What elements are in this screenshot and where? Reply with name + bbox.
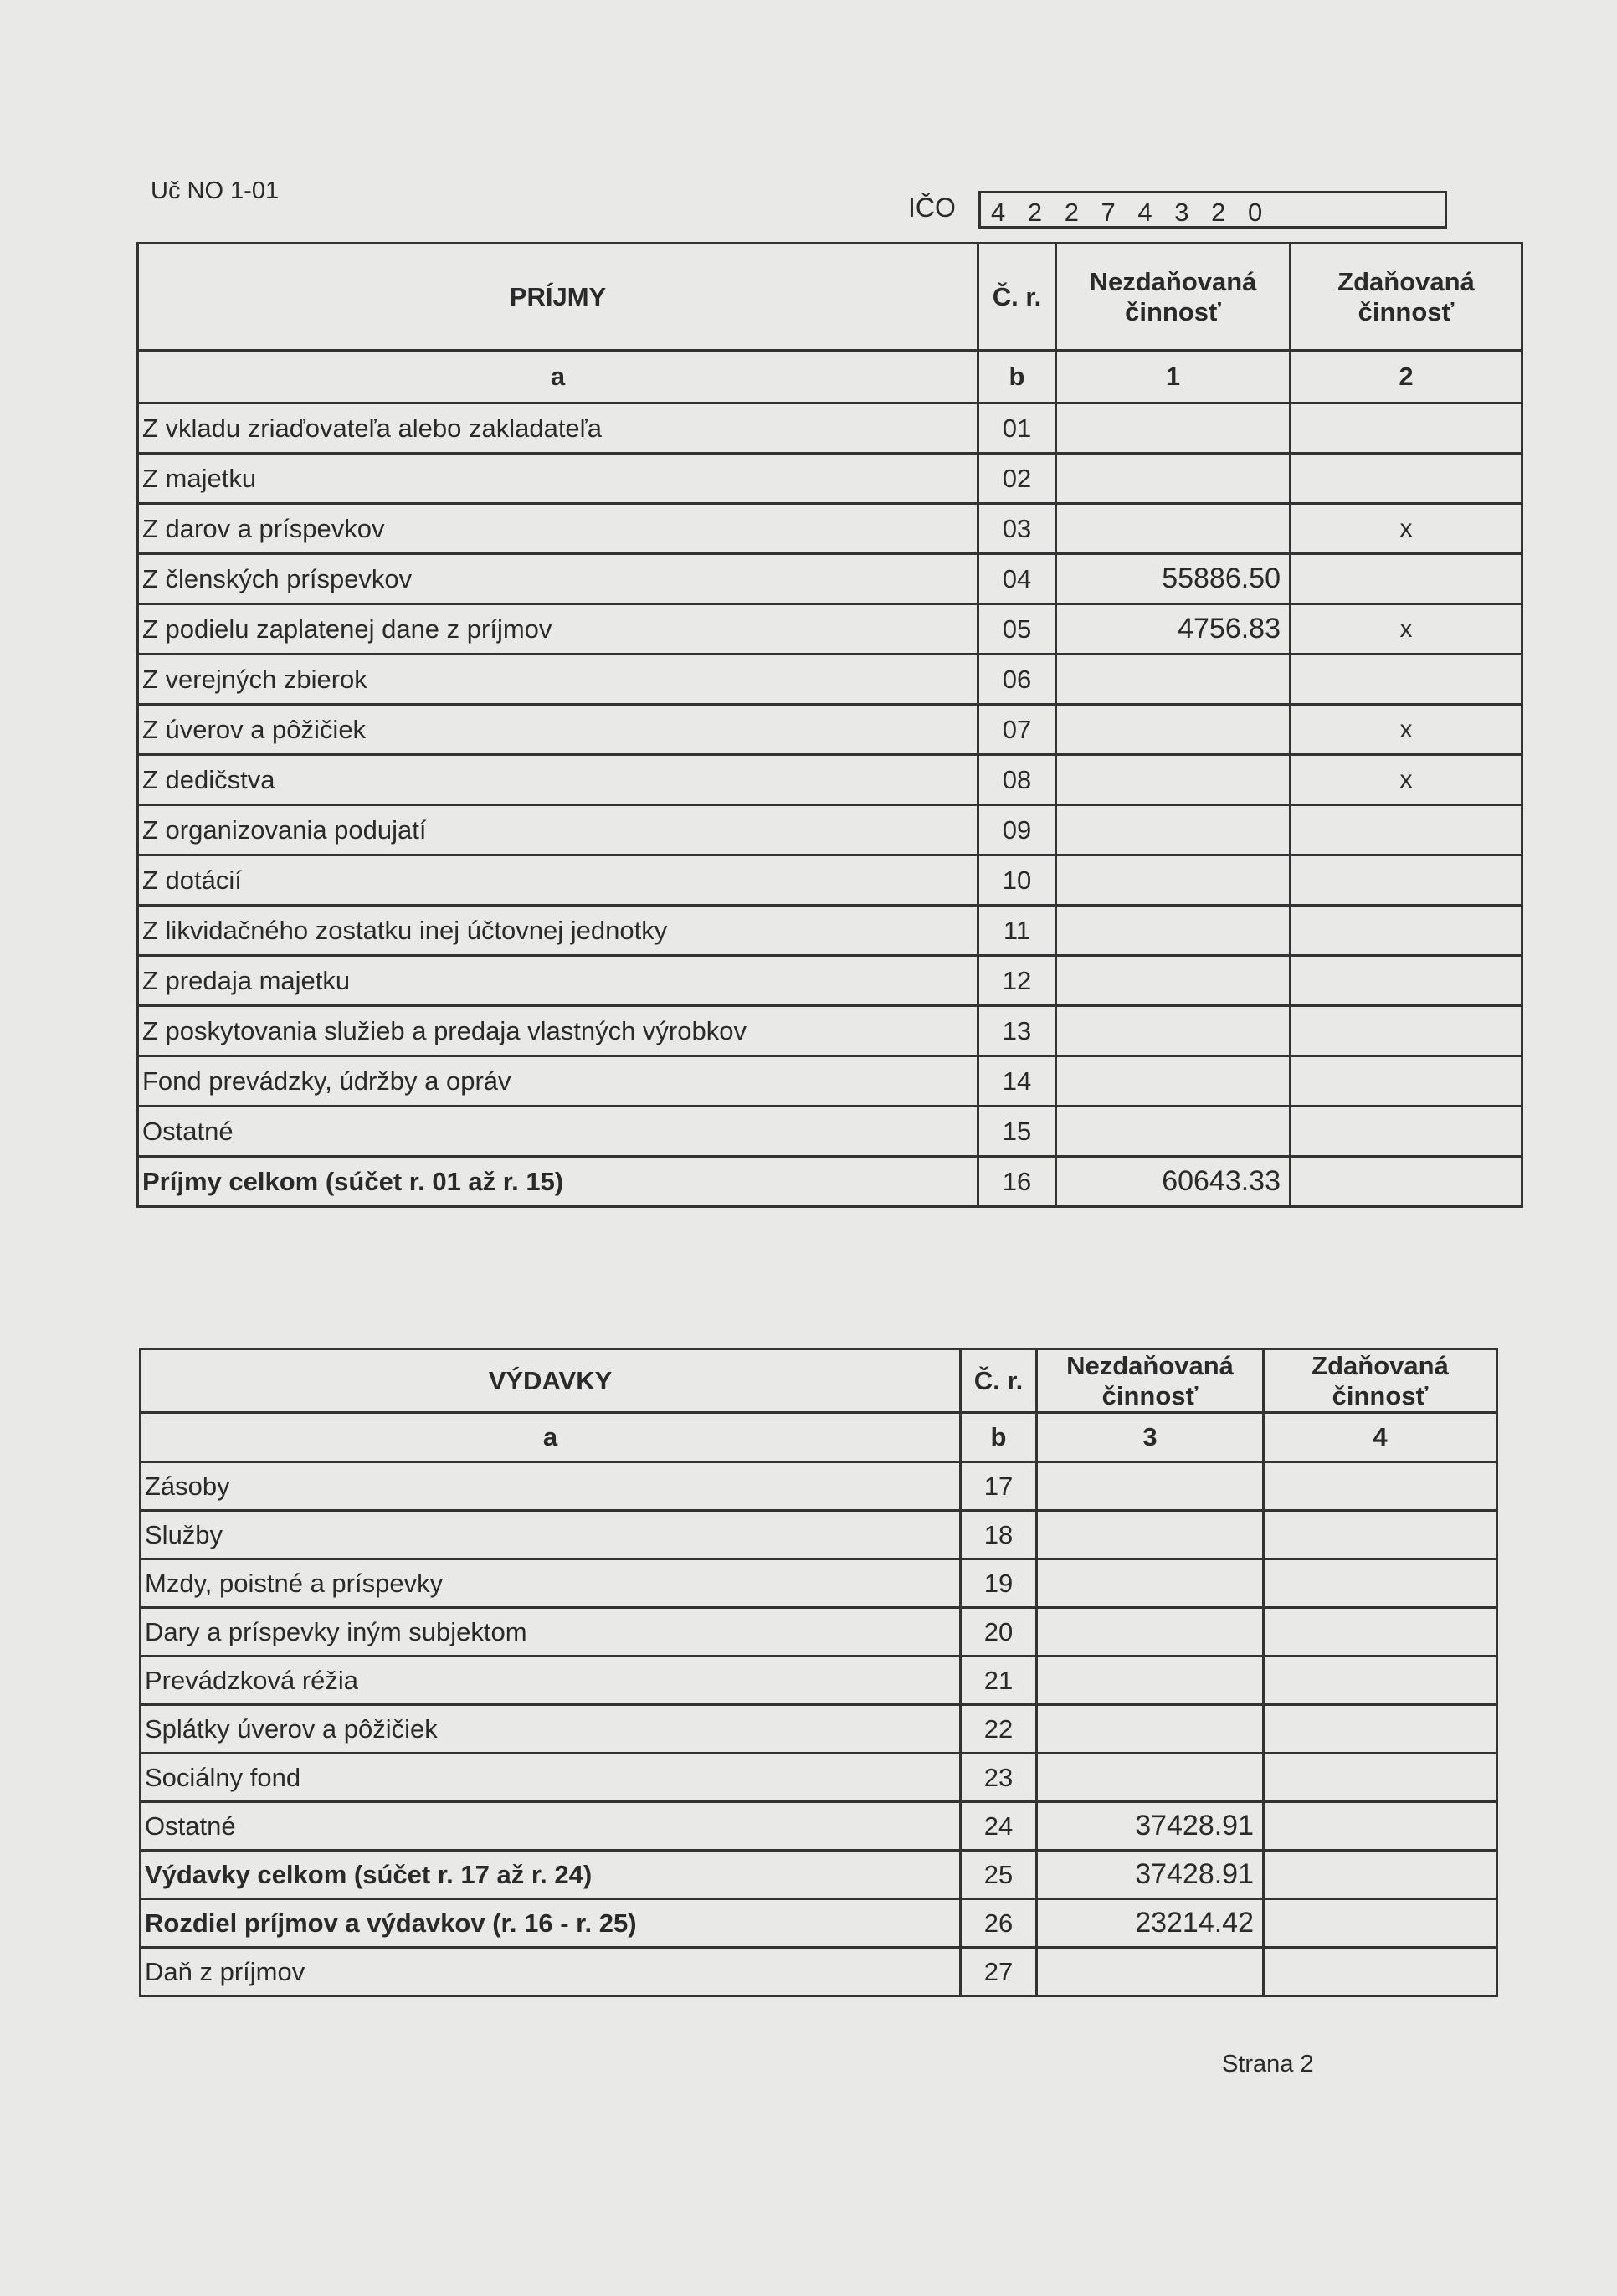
expenses-table: [139, 1348, 1498, 1997]
form-code: Uč NO 1-01: [151, 177, 280, 204]
row-number: 08: [978, 755, 1056, 805]
row-number: 18: [961, 1511, 1037, 1559]
untaxed-value: 60643.33: [1056, 1157, 1291, 1207]
untaxed-value: 23214.42: [1037, 1899, 1264, 1948]
row-number: 04: [978, 554, 1056, 604]
table-row: [138, 403, 1522, 454]
taxed-value: [1291, 655, 1522, 705]
ico-field: 4 2 2 7 4 3 2 0: [978, 191, 1447, 229]
taxed-value: [1291, 554, 1522, 604]
table-row: [141, 1802, 1497, 1851]
untaxed-header: Nezdaňovaná činnosť: [1037, 1349, 1264, 1413]
table-row: [138, 805, 1522, 855]
untaxed-value: [1056, 1006, 1291, 1056]
taxed-value: x: [1291, 755, 1522, 805]
table-row: [141, 1559, 1497, 1608]
untaxed-value: 37428.91: [1037, 1851, 1264, 1899]
taxed-value: [1264, 1559, 1497, 1608]
ico-label: IČO: [908, 193, 956, 223]
table-row: [138, 504, 1522, 554]
untaxed-value: [1056, 1107, 1291, 1157]
row-label: Z členských príspevkov: [138, 554, 978, 604]
row-label: Z likvidačného zostatku inej účtovnej jednotky: [138, 906, 978, 956]
table-row: [141, 1608, 1497, 1657]
row-label: Z dedičstva: [138, 755, 978, 805]
row-number: 15: [978, 1107, 1056, 1157]
taxed-value: [1291, 906, 1522, 956]
row-number: 26: [961, 1899, 1037, 1948]
table-row: [141, 1462, 1497, 1511]
row-label: Sociálny fond: [141, 1754, 961, 1802]
col-a: a: [138, 351, 978, 403]
row-label: Služby: [141, 1511, 961, 1559]
taxed-value: [1291, 1107, 1522, 1157]
table-row: [141, 1899, 1497, 1948]
table-row: [141, 1851, 1497, 1899]
row-label: Zásoby: [141, 1462, 961, 1511]
untaxed-value: [1056, 906, 1291, 956]
row-label: Rozdiel príjmov a výdavkov (r. 16 - r. 25): [141, 1899, 961, 1948]
row-label: Z predaja majetku: [138, 956, 978, 1006]
row-label: Fond prevádzky, údržby a opráv: [138, 1056, 978, 1107]
row-number: 22: [961, 1705, 1037, 1754]
row-label: Dary a príspevky iným subjektom: [141, 1608, 961, 1657]
col-a: a: [141, 1413, 961, 1462]
untaxed-value: [1037, 1559, 1264, 1608]
taxed-value: [1291, 1006, 1522, 1056]
taxed-value: [1291, 1056, 1522, 1107]
col-3: 3: [1037, 1413, 1264, 1462]
taxed-value: x: [1291, 604, 1522, 655]
table-row: [138, 1107, 1522, 1157]
untaxed-value: 55886.50: [1056, 554, 1291, 604]
table-row: [141, 1705, 1497, 1754]
table-row: [138, 755, 1522, 805]
row-number: 24: [961, 1802, 1037, 1851]
untaxed-value: [1056, 755, 1291, 805]
page-number: Strana 2: [1222, 2051, 1314, 2078]
row-number: 19: [961, 1559, 1037, 1608]
taxed-value: [1291, 855, 1522, 906]
untaxed-value: [1056, 1056, 1291, 1107]
row-label: Mzdy, poistné a príspevky: [141, 1559, 961, 1608]
col-1: 1: [1056, 351, 1291, 403]
row-number: 01: [978, 403, 1056, 454]
taxed-value: [1264, 1705, 1497, 1754]
row-number: 21: [961, 1657, 1037, 1705]
row-number: 25: [961, 1851, 1037, 1899]
untaxed-value: [1056, 705, 1291, 755]
taxed-value: [1291, 454, 1522, 504]
row-label: Z poskytovania služieb a predaja vlastných výrobkov: [138, 1006, 978, 1056]
row-label: Splátky úverov a pôžičiek: [141, 1705, 961, 1754]
table-row: [138, 655, 1522, 705]
table-row: [138, 855, 1522, 906]
row-number: 05: [978, 604, 1056, 655]
untaxed-header: Nezdaňovaná činnosť: [1056, 244, 1291, 351]
taxed-value: [1264, 1754, 1497, 1802]
taxed-value: [1264, 1948, 1497, 1996]
row-label: Z dotácií: [138, 855, 978, 906]
row-label: Ostatné: [138, 1107, 978, 1157]
row-number: 10: [978, 855, 1056, 906]
row-number: 06: [978, 655, 1056, 705]
taxed-header: Zdaňovaná činnosť: [1264, 1349, 1497, 1413]
row-number: 20: [961, 1608, 1037, 1657]
row-label: Z majetku: [138, 454, 978, 504]
untaxed-value: [1056, 655, 1291, 705]
untaxed-value: [1037, 1657, 1264, 1705]
taxed-value: [1264, 1802, 1497, 1851]
untaxed-value: [1037, 1705, 1264, 1754]
table-row: [138, 1157, 1522, 1207]
table-row: [138, 454, 1522, 504]
taxed-value: [1291, 1157, 1522, 1207]
row-number-header: Č. r.: [978, 244, 1056, 351]
untaxed-value: [1037, 1462, 1264, 1511]
row-label: Z organizovania podujatí: [138, 805, 978, 855]
row-number: 11: [978, 906, 1056, 956]
row-number: 09: [978, 805, 1056, 855]
row-label: Príjmy celkom (súčet r. 01 až r. 15): [138, 1157, 978, 1207]
income-table: [136, 242, 1523, 1208]
table-row: [141, 1948, 1497, 1996]
expenses-title: VÝDAVKY: [141, 1349, 961, 1413]
row-label: Z darov a príspevkov: [138, 504, 978, 554]
untaxed-value: [1037, 1754, 1264, 1802]
row-number: 13: [978, 1006, 1056, 1056]
untaxed-value: [1037, 1608, 1264, 1657]
untaxed-value: 4756.83: [1056, 604, 1291, 655]
untaxed-value: [1056, 805, 1291, 855]
taxed-value: x: [1291, 705, 1522, 755]
taxed-value: [1264, 1899, 1497, 1948]
row-label: Prevádzková réžia: [141, 1657, 961, 1705]
table-row: [138, 906, 1522, 956]
untaxed-value: 37428.91: [1037, 1802, 1264, 1851]
row-number: 07: [978, 705, 1056, 755]
row-label: Ostatné: [141, 1802, 961, 1851]
row-number: 12: [978, 956, 1056, 1006]
row-number: 17: [961, 1462, 1037, 1511]
untaxed-value: [1056, 454, 1291, 504]
taxed-value: [1264, 1657, 1497, 1705]
taxed-value: [1291, 403, 1522, 454]
row-number-header: Č. r.: [961, 1349, 1037, 1413]
row-label: Z podielu zaplatenej dane z príjmov: [138, 604, 978, 655]
untaxed-value: [1056, 403, 1291, 454]
taxed-value: [1291, 805, 1522, 855]
table-row: [138, 1006, 1522, 1056]
taxed-value: x: [1291, 504, 1522, 554]
taxed-value: [1264, 1608, 1497, 1657]
col-2: 2: [1291, 351, 1522, 403]
table-row: [138, 705, 1522, 755]
taxed-value: [1264, 1511, 1497, 1559]
row-label: Daň z príjmov: [141, 1948, 961, 1996]
row-label: Z vkladu zriaďovateľa alebo zakladateľa: [138, 403, 978, 454]
untaxed-value: [1056, 855, 1291, 906]
table-row: [141, 1657, 1497, 1705]
row-label: Z verejných zbierok: [138, 655, 978, 705]
row-number: 14: [978, 1056, 1056, 1107]
table-row: [141, 1511, 1497, 1559]
untaxed-value: [1056, 504, 1291, 554]
table-row: [138, 554, 1522, 604]
col-b: b: [978, 351, 1056, 403]
row-number: 02: [978, 454, 1056, 504]
untaxed-value: [1037, 1511, 1264, 1559]
row-number: 23: [961, 1754, 1037, 1802]
table-row: [138, 956, 1522, 1006]
taxed-value: [1264, 1851, 1497, 1899]
row-number: 27: [961, 1948, 1037, 1996]
table-row: [138, 1056, 1522, 1107]
untaxed-value: [1056, 956, 1291, 1006]
row-label: Z úverov a pôžičiek: [138, 705, 978, 755]
col-b: b: [961, 1413, 1037, 1462]
col-4: 4: [1264, 1413, 1497, 1462]
row-number: 03: [978, 504, 1056, 554]
table-row: [138, 604, 1522, 655]
row-label: Výdavky celkom (súčet r. 17 až r. 24): [141, 1851, 961, 1899]
income-title: PRÍJMY: [138, 244, 978, 351]
taxed-value: [1264, 1462, 1497, 1511]
table-row: [141, 1754, 1497, 1802]
taxed-header: Zdaňovaná činnosť: [1291, 244, 1522, 351]
untaxed-value: [1037, 1948, 1264, 1996]
row-number: 16: [978, 1157, 1056, 1207]
taxed-value: [1291, 956, 1522, 1006]
